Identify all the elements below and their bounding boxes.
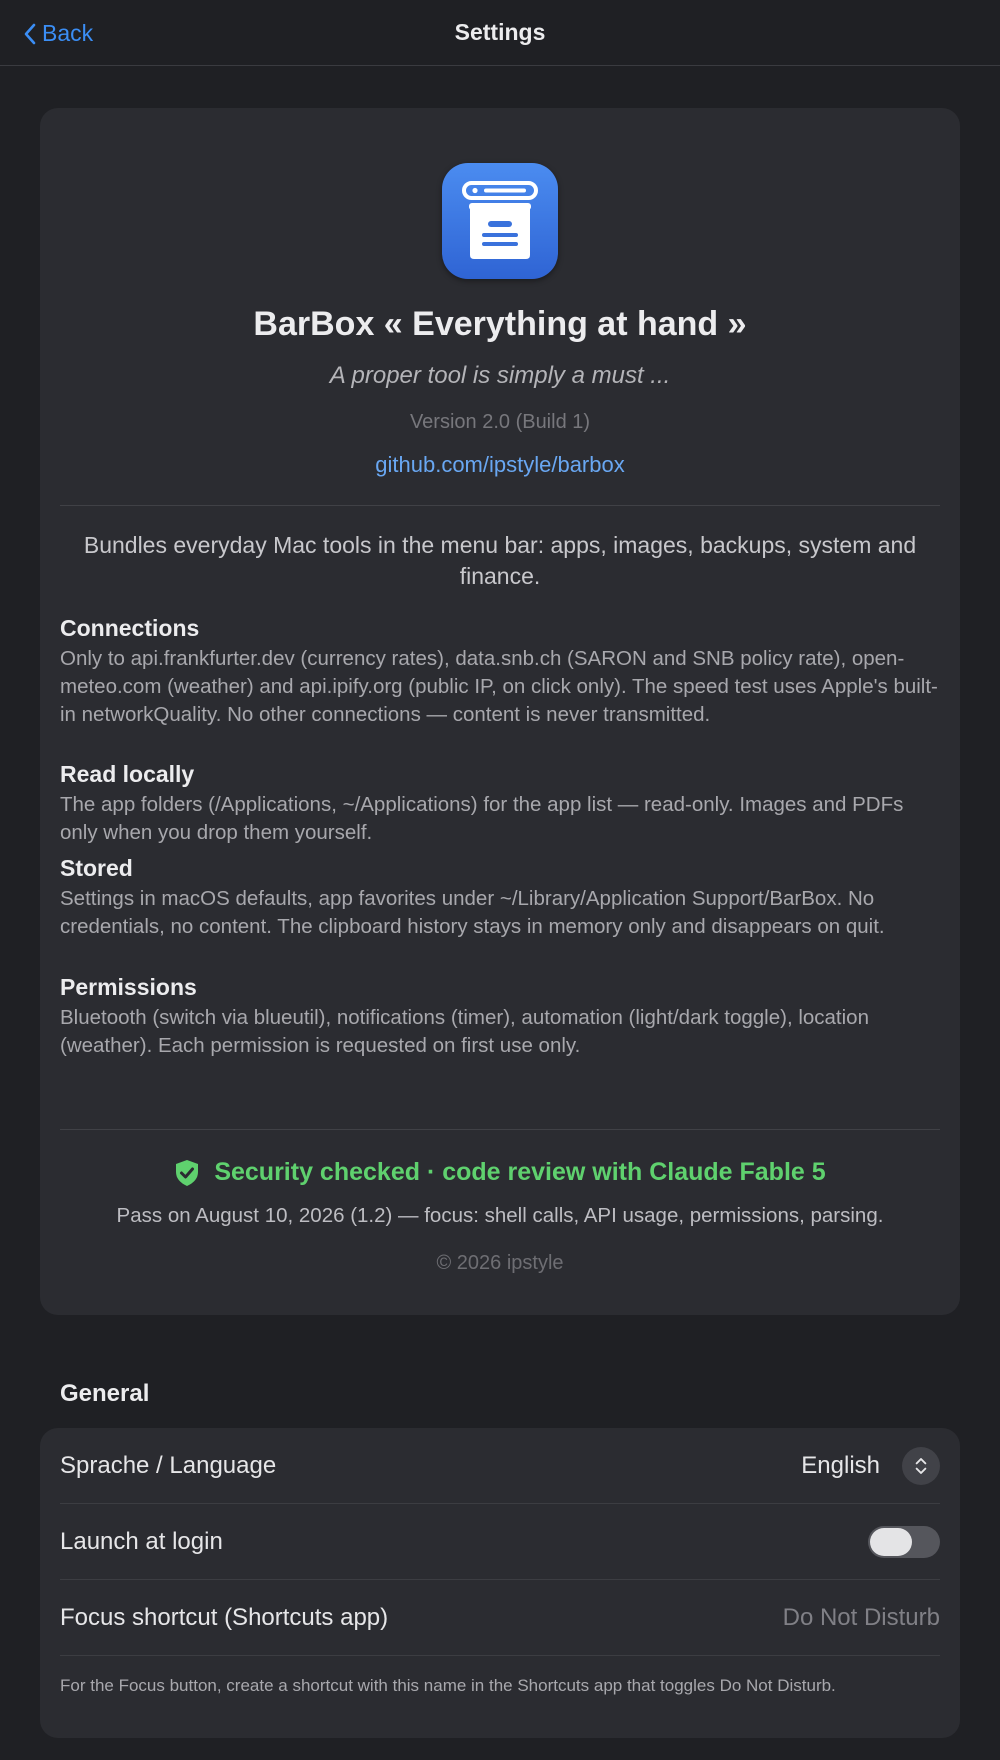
section-title: Read locally: [60, 761, 195, 787]
section-stored: [60, 853, 940, 941]
section-title: Stored: [60, 855, 133, 881]
chevron-up-down-icon: [902, 1447, 940, 1485]
shield-check-icon: [174, 1159, 200, 1187]
page-title: Settings: [454, 19, 546, 45]
version-label: Version 2.0 (Build 1): [409, 411, 591, 433]
divider: [60, 505, 940, 506]
divider: [60, 1655, 940, 1656]
back-label: Back: [42, 20, 94, 46]
toggle-knob: [870, 1528, 912, 1556]
app-name: BarBox « Everything at hand »: [253, 305, 747, 343]
language-label: Sprache / Language: [60, 1451, 277, 1479]
launch-at-login-toggle[interactable]: [868, 1526, 940, 1558]
section-connections: [60, 613, 940, 729]
security-badge: [40, 1158, 960, 1187]
section-body: Only to api.frankfurter.dev (currency rates), data.snb.ch (SARON and SNB policy rate), open-meteo.com (weather) and api.ipify.org (public IP, on click only). The speed test uses Apple's built-in networkQuality. No other connections — content is never transmitted.: [60, 647, 938, 726]
language-row: [60, 1428, 940, 1503]
focus-footnote: For the Focus button, create a shortcut with this name in the Shortcuts app that toggles Do Not Disturb.: [60, 1676, 836, 1695]
launch-label: Launch at login: [60, 1527, 223, 1555]
navigation-bar: [0, 0, 1000, 66]
section-permissions: [60, 972, 940, 1060]
section-body: Bluetooth (switch via blueutil), notifications (timer), automation (light/dark toggle), location (weather). Each permission is requested on first use only.: [60, 1006, 869, 1057]
section-read-locally: [60, 759, 940, 847]
copyright: © 2026 ipstyle: [436, 1252, 564, 1274]
general-heading: General: [60, 1380, 150, 1407]
language-value: English: [801, 1451, 880, 1479]
section-body: Settings in macOS defaults, app favorites under ~/Library/Application Support/BarBox. No credentials, no content. The clipboard history stays in memory only and disappears on quit.: [60, 887, 885, 938]
security-label: Security checked · code review with Claude Fable 5: [214, 1158, 826, 1186]
general-settings-card: [40, 1428, 960, 1738]
focus-label: Focus shortcut (Shortcuts app): [60, 1603, 389, 1631]
about-card: [40, 108, 960, 1315]
focus-value[interactable]: Do Not Disturb: [782, 1603, 940, 1631]
section-title: Connections: [60, 615, 200, 641]
security-detail: Pass on August 10, 2026 (1.2) — focus: shell calls, API usage, permissions, parsing.: [116, 1204, 884, 1227]
language-select[interactable]: [801, 1447, 940, 1485]
app-summary: Bundles everyday Mac tools in the menu bar: apps, images, backups, system and finance.: [83, 532, 917, 589]
section-body: The app folders (/Applications, ~/Applications) for the app list — read-only. Images and PDFs only when you drop them yourself.: [60, 793, 904, 844]
barbox-app-icon: [442, 163, 558, 279]
app-tagline: A proper tool is simply a must ...: [329, 362, 671, 389]
divider: [60, 1129, 940, 1130]
section-title: Permissions: [60, 974, 197, 1000]
repo-link[interactable]: github.com/ipstyle/barbox: [375, 452, 625, 477]
focus-shortcut-row: [60, 1580, 940, 1655]
launch-at-login-row: [60, 1504, 940, 1579]
